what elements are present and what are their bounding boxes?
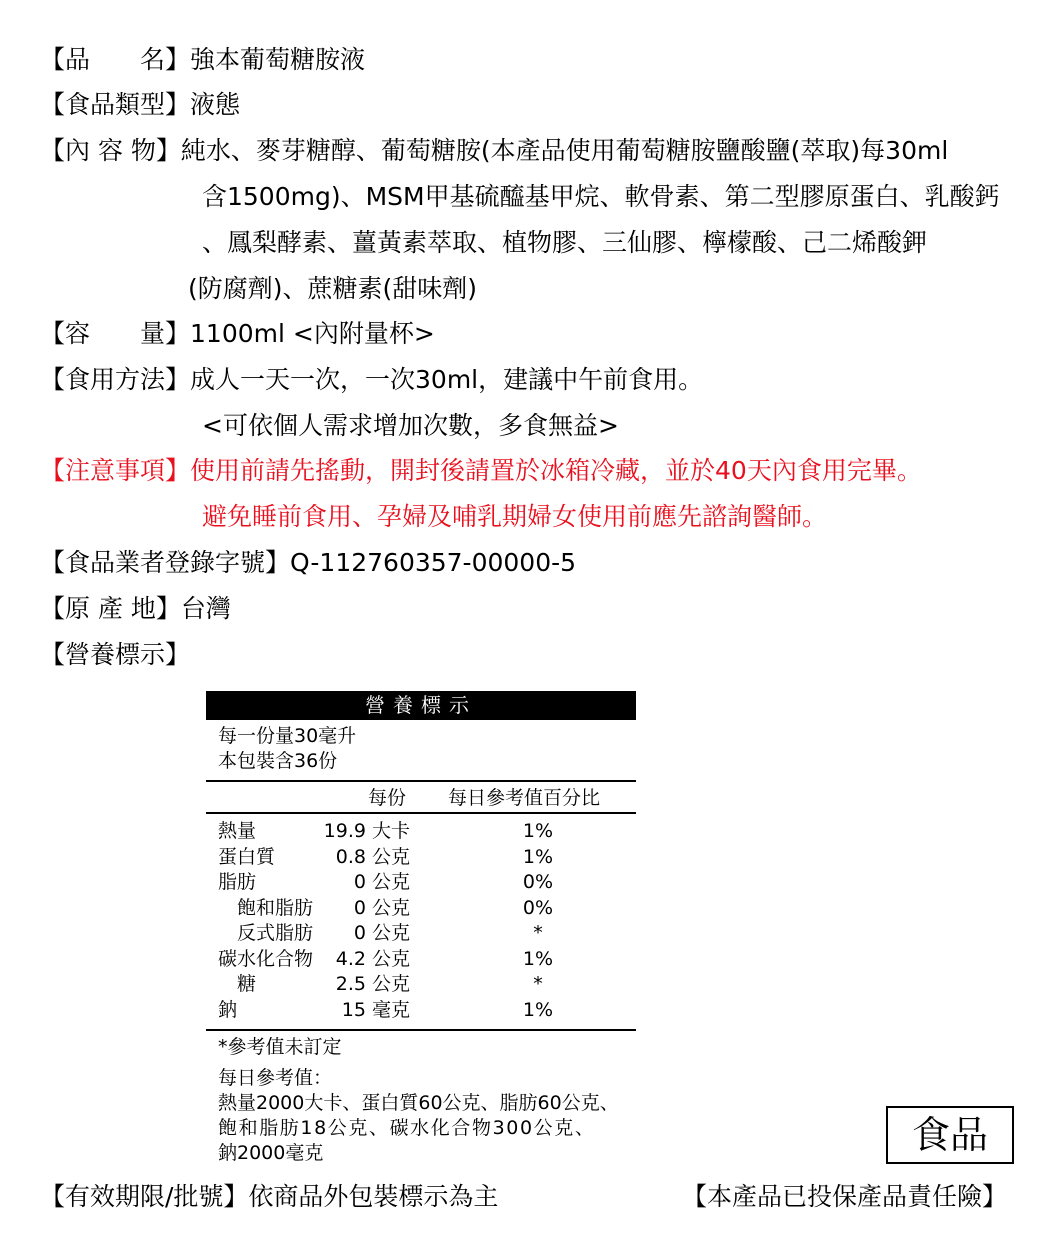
nutrient-name: 蛋白質 (218, 845, 276, 868)
product-name-label: 【品 名】 (40, 45, 191, 74)
food-type-value: 液態 (190, 90, 241, 119)
nutrient-name: 糖 (218, 973, 257, 995)
contents-line-3: 、鳳梨酵素、薑黃素萃取、植物膠、三仙膠、檸檬酸、己二烯酸鉀 (202, 228, 928, 257)
contents-line-4: (防腐劑)、蔗糖素(甜味劑) (188, 274, 478, 303)
expiry-note: 【有效期限/批號】依商品外包裝標示為主 (40, 1182, 499, 1211)
nutrient-amount: 0 公克 (353, 896, 410, 919)
nutrient-amount: 19.9 大卡 (323, 820, 410, 842)
volume-label: 【容 量】 (40, 319, 191, 348)
nutrient-name: 鈉 (218, 998, 238, 1021)
origin-value: 台灣 (180, 594, 231, 623)
product-name-value: 強本葡萄糖胺液 (190, 45, 366, 74)
nutrient-daily-percent: 1% (522, 820, 554, 842)
origin-label: 【原 產 地】 (40, 594, 181, 623)
nutrient-amount: 4.2 公克 (335, 947, 410, 970)
contents-label: 【內 容 物】 (40, 136, 181, 165)
nutrition-row (206, 998, 636, 1024)
origin-row (40, 592, 231, 626)
nutrition-column-headers (206, 782, 636, 812)
nutrient-name: 碳水化合物 (218, 947, 314, 970)
caution-line-1: 使用前請先搖動，開封後請置於冰箱冷藏，並於40天內食用完畢。 (190, 456, 922, 485)
nutrition-label-row (40, 638, 190, 672)
nutrient-amount: 0 公克 (353, 922, 410, 944)
volume-row (40, 317, 435, 351)
nutrient-daily-percent: * (533, 922, 543, 944)
serving-size: 每一份量30毫升 (218, 725, 357, 747)
usage-row (40, 363, 703, 397)
nutrient-amount: 15 毫克 (341, 998, 410, 1021)
nutrition-rows (206, 819, 636, 1023)
usage-label: 【食用方法】 (40, 365, 191, 394)
column-per-serving: 每份 (368, 787, 407, 809)
caution-line-2: 避免睡前食用、孕婦及哺乳期婦女使用前應先諮詢醫師。 (202, 502, 828, 531)
insurance-note: 【本產品已投保產品責任險】 (682, 1182, 1008, 1211)
daily-reference-title: 每日參考值： (218, 1067, 333, 1089)
nutrient-daily-percent: 0% (522, 896, 554, 919)
nutrition-row (206, 921, 636, 947)
food-badge: 食品 (886, 1106, 1014, 1164)
nutrient-amount: 0.8 公克 (335, 845, 410, 868)
daily-reference-line-1: 熱量2000大卡、蛋白質60公克、脂肪60公克、 (218, 1092, 619, 1114)
column-daily-percent: 每日參考值百分比 (448, 787, 601, 809)
caution-row (40, 454, 922, 488)
nutrient-amount: 2.5 公克 (335, 973, 410, 995)
nutrition-row (206, 845, 636, 871)
contents-row (40, 134, 948, 168)
daily-reference-line-3: 鈉2000毫克 (218, 1142, 324, 1164)
usage-line-2: <可依個人需求增加次數，多食無益> (202, 411, 619, 440)
nutrient-name: 反式脂肪 (218, 922, 314, 944)
nutrient-daily-percent: 0% (522, 871, 554, 893)
daily-reference-line-2: 飽和脂肪18公克、碳水化合物300公克、 (218, 1117, 596, 1139)
food-type-label: 【食品類型】 (40, 90, 191, 119)
registration-label: 【食品業者登錄字號】 (40, 548, 291, 577)
caution-label: 【注意事項】 (40, 456, 191, 485)
nutrient-daily-percent: 1% (522, 845, 554, 868)
nutrition-label-heading: 【營養標示】 (40, 640, 191, 669)
contents-line-2: 含1500mg)、MSM甲基硫醯基甲烷、軟骨素、第二型膠原蛋白、乳酸鈣 (202, 182, 1000, 211)
food-type-row (40, 88, 240, 122)
nutrient-daily-percent: * (533, 973, 543, 995)
volume-value: 1100ml <內附量杯> (190, 319, 435, 348)
usage-line-1: 成人一天一次，一次30ml，建議中午前食用。 (190, 365, 704, 394)
nutrition-row (206, 972, 636, 998)
nutrient-name: 飽和脂肪 (218, 896, 314, 919)
nutrient-amount: 0 公克 (353, 871, 410, 893)
nutrient-name: 脂肪 (218, 871, 257, 893)
registration-value: Q-112760357-00000-5 (290, 548, 577, 577)
nutrient-daily-percent: 1% (522, 998, 554, 1021)
nutrition-row (206, 870, 636, 896)
nutrient-daily-percent: 1% (522, 947, 554, 970)
nutrition-row (206, 819, 636, 845)
nutrition-row (206, 947, 636, 973)
servings-per-pack: 本包裝含36份 (218, 750, 338, 772)
registration-row (40, 546, 576, 580)
reference-note: *參考值未訂定 (218, 1036, 342, 1058)
divider (206, 1029, 636, 1031)
nutrition-facts-table (206, 691, 636, 1166)
nutrition-title: 營養標示 (206, 691, 636, 720)
divider (206, 812, 636, 814)
contents-line-1: 純水、麥芽糖醇、葡萄糖胺(本產品使用葡萄糖胺鹽酸鹽(萃取)每30ml (180, 136, 949, 165)
nutrition-row (206, 896, 636, 922)
nutrient-name: 熱量 (218, 820, 257, 842)
product-name-row (40, 43, 365, 77)
